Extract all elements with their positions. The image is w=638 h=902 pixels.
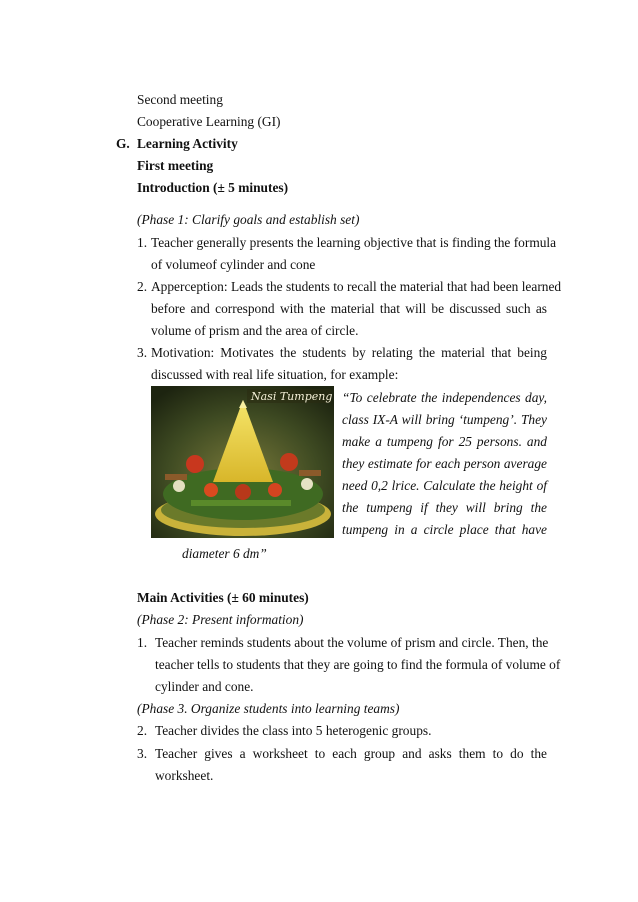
tumpeng-photo — [151, 386, 334, 538]
phase2-label: (Phase 2: Present information) — [137, 612, 304, 627]
list-item-line: teacher tells to students that they are going to find the formula of volume of — [155, 657, 561, 672]
list-number: 1. — [137, 635, 148, 650]
introduction-heading: Introduction (± 5 minutes) — [137, 180, 289, 195]
cooperative-learning-label: Cooperative Learning (GI) — [137, 114, 281, 129]
quote-line: the tumpeng if they will bring the — [342, 500, 547, 515]
first-meeting-heading: First meeting — [137, 158, 214, 173]
section-title: Learning Activity — [137, 136, 238, 151]
quote-line: “To celebrate the independences day, — [342, 390, 547, 405]
phase1-label: (Phase 1: Clarify goals and establish set) — [137, 212, 360, 227]
quote-line: need 0,2 lrice. Calculate the height of — [342, 478, 547, 493]
second-meeting-label: Second meeting — [137, 92, 223, 107]
list-number: 1. — [137, 235, 148, 250]
list-item-line: Teacher gives a worksheet to each group and asks them to do the — [155, 746, 547, 761]
photo-caption: Nasi Tumpeng — [251, 390, 333, 403]
quote-line: class IX-A will bring ‘tumpeng’. They — [342, 412, 547, 427]
phase3-label: (Phase 3. Organize students into learning teams) — [137, 701, 400, 716]
list-item-line: cylinder and cone. — [155, 679, 254, 694]
quote-line: diameter 6 dm” — [182, 546, 267, 561]
list-item-line: before and correspond with the material that will be discussed such as — [151, 301, 547, 316]
list-item-line: of volumeof cylinder and cone — [151, 257, 316, 272]
list-item-line: Apperception: Leads the students to recall the material that had been learned — [151, 279, 562, 294]
list-item-line: discussed with real life situation, for example: — [151, 367, 399, 382]
quote-line: they estimate for each person average — [342, 456, 547, 471]
main-activities-heading: Main Activities (± 60 minutes) — [137, 590, 309, 605]
list-number: 2. — [137, 723, 148, 738]
list-number: 2. — [137, 279, 148, 294]
list-number: 3. — [137, 345, 148, 360]
section-marker: G. — [116, 136, 130, 151]
list-item-line: Motivation: Motivates the students by relating the material that being — [151, 345, 547, 360]
list-item-line: Teacher generally presents the learning objective that is finding the formula — [151, 235, 557, 250]
quote-line: make a tumpeng for 25 persons. and — [342, 434, 547, 449]
quote-line: tumpeng in a circle place that have — [342, 522, 547, 537]
list-item-line: volume of prism and the area of circle. — [151, 323, 359, 338]
list-item-line: worksheet. — [155, 768, 214, 783]
list-number: 3. — [137, 746, 148, 761]
list-item-line: Teacher reminds students about the volume of prism and circle. Then, the — [155, 635, 549, 650]
list-item-line: Teacher divides the class into 5 heterogenic groups. — [155, 723, 432, 738]
